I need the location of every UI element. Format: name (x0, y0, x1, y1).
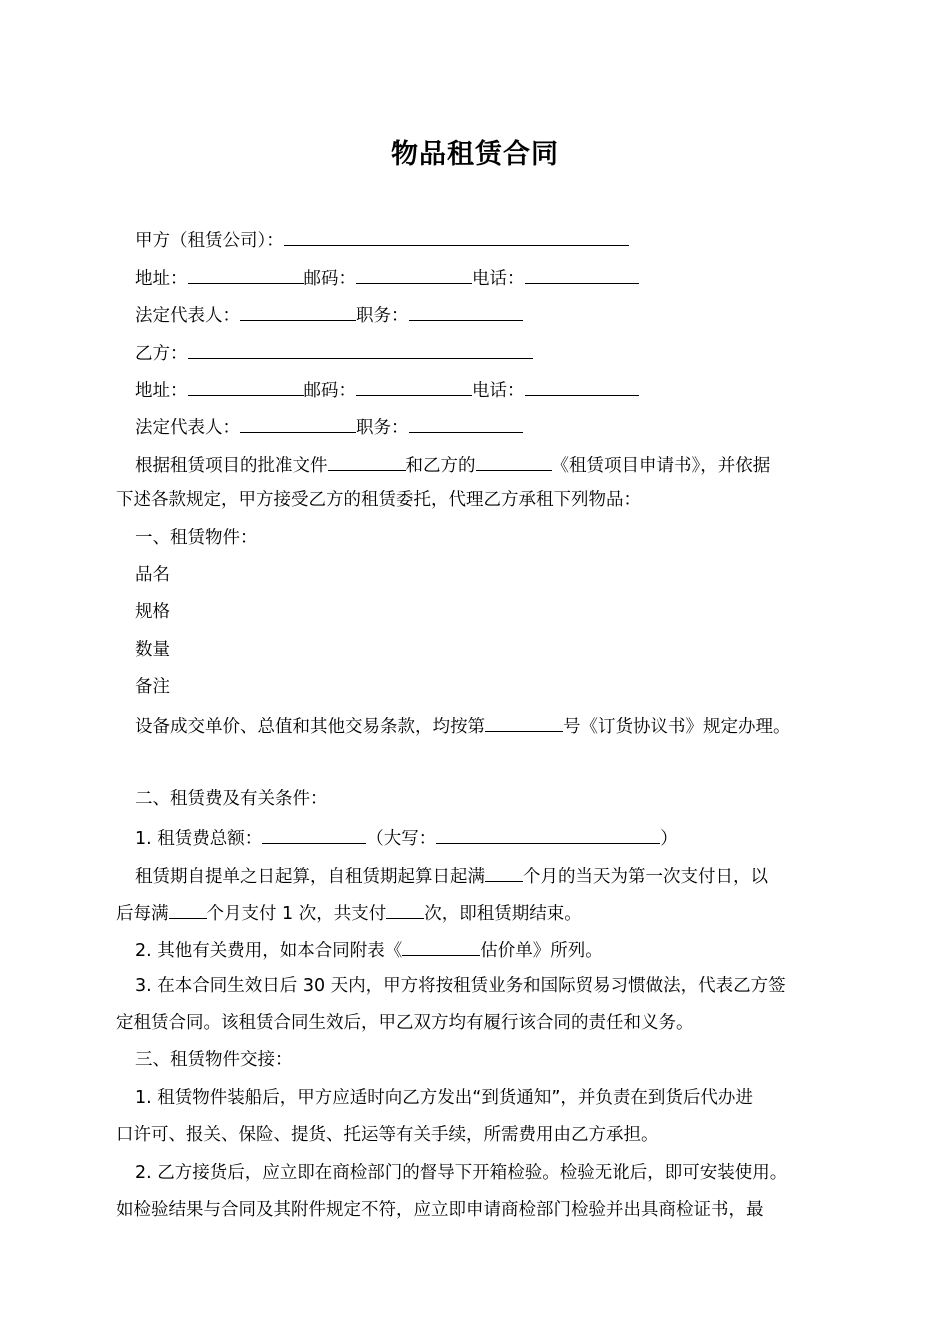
item-spec: 规格 (135, 602, 170, 622)
months-blank (485, 862, 523, 882)
address-label: 地址： (135, 381, 188, 401)
party-a-line (135, 226, 865, 250)
party-a-label: 甲方（租赁公司）： (135, 231, 284, 251)
phone-label: 电话： (472, 381, 525, 401)
rep-label: 法定代表人： (135, 306, 240, 326)
zip-label: 邮码： (303, 381, 356, 401)
party-b-rep-line (135, 413, 865, 437)
rep-blank (240, 301, 356, 321)
party-a-rep-line (135, 301, 865, 325)
clause-3-line-2: 定租赁合同。该租赁合同生效后，甲乙双方均有履行该合同的责任和义务。 (116, 1013, 694, 1033)
address-blank (188, 264, 304, 284)
party-a-address-line (135, 264, 865, 288)
intro-text: 和乙方的 (405, 456, 476, 476)
rent-period-text: 个月的当天为第一次支付日，以 (523, 867, 768, 887)
other-fees-line (135, 936, 865, 960)
address-label: 地址： (135, 269, 188, 289)
clause-text: 号《订货协议书》规定办理。 (563, 717, 791, 737)
section-3-heading: 三、租赁物件交接： (135, 1050, 293, 1070)
zip-blank (356, 264, 472, 284)
rep-label: 法定代表人： (135, 418, 240, 438)
intro-line-2: 下述各款规定，甲方接受乙方的租赁委托，代理乙方承租下列物品： (116, 490, 641, 510)
section-1-heading: 一、租赁物件： (135, 528, 258, 548)
party-b-label: 乙方： (135, 344, 188, 364)
party-a-blank (284, 226, 629, 246)
rent-period-text: 租赁期自提单之日起算，自租赁期起算日起满 (135, 867, 485, 887)
section-1-clause (135, 712, 865, 736)
other-fees-text: 估价单》所列。 (480, 941, 603, 961)
approval-doc-blank (328, 451, 406, 471)
item-remarks: 备注 (135, 677, 170, 697)
handover-2-line-2: 如检验结果与合同及其附件规定不符，应立即申请商检部门检验并出具商检证书，最 (116, 1200, 764, 1220)
rent-total-blank (262, 824, 366, 844)
rent-uppercase-blank (436, 824, 660, 844)
intro-text: 根据租赁项目的批准文件 (135, 456, 328, 476)
rent-period-line-2 (116, 899, 846, 923)
intro-line-1 (135, 451, 835, 475)
interval-blank (169, 899, 207, 919)
section-2-heading: 二、租赁费及有关条件： (135, 789, 328, 809)
times-blank (386, 899, 424, 919)
phone-blank (525, 376, 639, 396)
position-blank (409, 301, 523, 321)
rent-total-label: 1. 租赁费总额： (135, 829, 263, 849)
party-b-address-line (135, 376, 865, 400)
handover-2-line-1: 2. 乙方接货后，应立即在商检部门的督导下开箱检验。检验无讹后，即可安装使用。 (135, 1163, 788, 1183)
party-b-line (135, 339, 865, 363)
handover-1-line-2: 口许可、报关、保险、提货、托运等有关手续，所需费用由乙方承担。 (116, 1125, 659, 1145)
position-blank (409, 413, 523, 433)
clause-3-line-1: 3. 在本合同生效日后 30 天内，甲方将按租赁业务和国际贸易习惯做法，代表乙方签 (135, 976, 786, 996)
address-blank (188, 376, 304, 396)
phone-label: 电话： (472, 269, 525, 289)
clause-text: 设备成交单价、总值和其他交易条款，均按第 (135, 717, 485, 737)
order-number-blank (485, 712, 563, 732)
intro-text: 《租赁项目申请书》，并依据 (551, 456, 771, 476)
item-quantity: 数量 (135, 640, 170, 660)
rent-total-line (135, 824, 865, 848)
handover-1-line-1: 1. 租赁物件装船后，甲方应适时向乙方发出“到货通知”，并负责在到货后代办进 (135, 1088, 753, 1108)
position-label: 职务： (356, 306, 409, 326)
party-b-blank (188, 339, 533, 359)
phone-blank (525, 264, 639, 284)
zip-label: 邮码： (303, 269, 356, 289)
item-name: 品名 (135, 565, 170, 585)
position-label: 职务： (356, 418, 409, 438)
estimate-blank (402, 936, 480, 956)
zip-blank (356, 376, 472, 396)
rep-blank (240, 413, 356, 433)
rent-period-text: 次，即租赁期结束。 (424, 904, 582, 924)
rent-close-paren: ） (660, 829, 678, 849)
document-title: 物品租赁合同 (391, 139, 559, 170)
other-fees-text: 2. 其他有关费用，如本合同附表《 (135, 941, 403, 961)
application-blank (476, 451, 552, 471)
rent-period-text: 后每满 (116, 904, 169, 924)
rent-uppercase-label: （大写： (366, 829, 437, 849)
rent-period-text: 个月支付 1 次，共支付 (206, 904, 387, 924)
rent-period-line-1 (135, 862, 835, 886)
